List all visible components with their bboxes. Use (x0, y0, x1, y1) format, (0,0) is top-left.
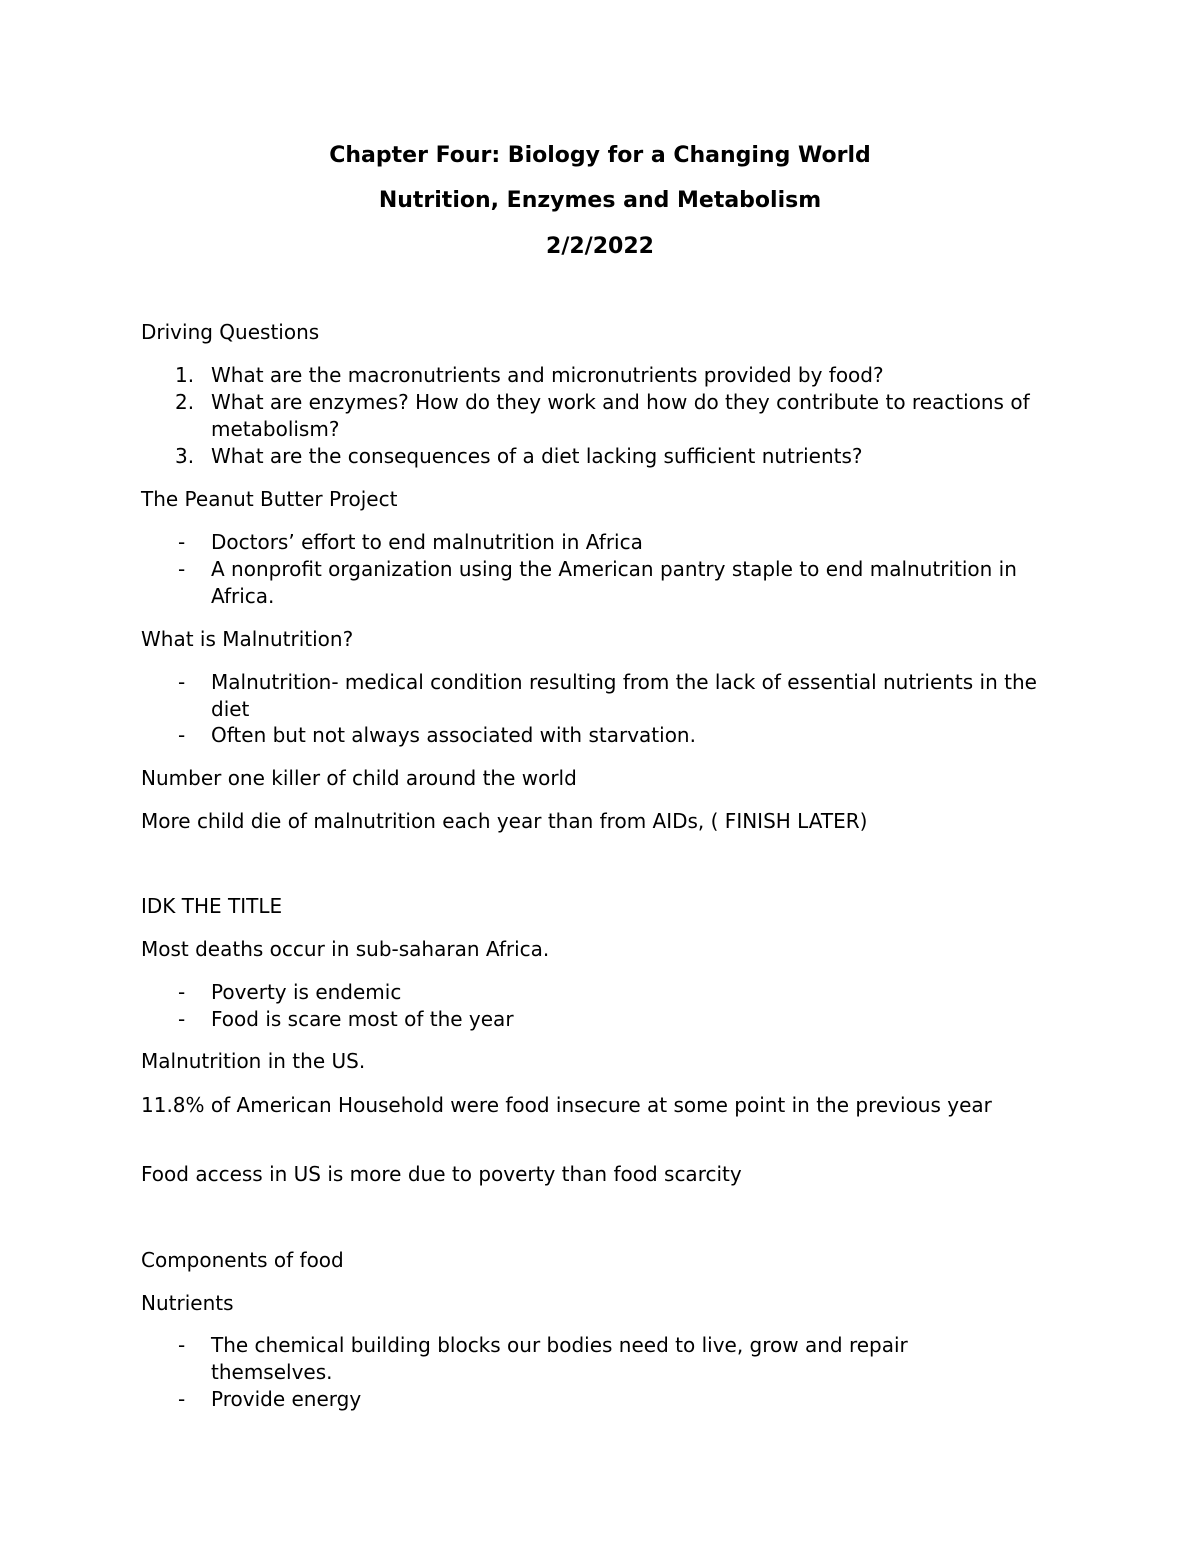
list-number: 1. (175, 363, 195, 387)
bullet-dash: - (178, 1387, 186, 1411)
list-item-text: Food is scare most of the year (211, 1007, 514, 1031)
paragraph: Number one killer of child around the world (141, 766, 577, 790)
section-heading: Malnutrition in the US. (141, 1049, 366, 1073)
paragraph: Most deaths occur in sub-saharan Africa. (141, 937, 550, 961)
list-item-text: What are the macronutrients and micronutrients provided by food? (211, 363, 884, 387)
bullet-dash: - (178, 670, 186, 694)
list-item-text: What are the consequences of a diet lacking sufficient nutrients? (211, 444, 863, 468)
bullet-dash: - (178, 723, 186, 747)
list-item-text: The chemical building blocks our bodies need to live, grow and repair themselves. (211, 1333, 908, 1384)
list-item-text: A nonprofit organization using the American pantry staple to end malnutrition in Africa. (211, 557, 1017, 608)
list-item-text: Malnutrition- medical condition resulting from the lack of essential nutrients in the diet (211, 670, 1037, 721)
paragraph: Food access in US is more due to poverty than food scarcity (141, 1162, 742, 1186)
document-subtitle: Nutrition, Enzymes and Metabolism (378, 188, 822, 213)
bullet-dash: - (178, 1007, 186, 1031)
list-number: 2. (175, 390, 195, 414)
list-item-text: Doctors’ effort to end malnutrition in Africa (211, 530, 643, 554)
subheading: Nutrients (141, 1291, 234, 1315)
list-item-text: Poverty is endemic (211, 980, 402, 1004)
section-heading: Components of food (141, 1248, 344, 1272)
list-item-text: What are enzymes? How do they work and how do they contribute to reactions of metabolism? (211, 390, 1030, 441)
list-item-text: Provide energy (211, 1387, 362, 1411)
paragraph: More child die of malnutrition each year than from AIDs, ( FINISH LATER) (141, 809, 868, 833)
bullet-dash: - (178, 557, 186, 581)
bullet-dash: - (178, 980, 186, 1004)
malnutrition-heading: What is Malnutrition? (141, 627, 354, 651)
section-heading: IDK THE TITLE (141, 894, 283, 918)
list-item-text: Often but not always associated with starvation. (211, 723, 696, 747)
bullet-dash: - (178, 530, 186, 554)
paragraph: 11.8% of American Household were food insecure at some point in the previous year (141, 1093, 992, 1117)
bullet-dash: - (178, 1333, 186, 1357)
peanut-butter-heading: The Peanut Butter Project (141, 487, 398, 511)
list-number: 3. (175, 444, 195, 468)
document-title: Chapter Four: Biology for a Changing World (329, 143, 871, 168)
document-date: 2/2/2022 (546, 234, 654, 259)
driving-questions-heading: Driving Questions (141, 320, 320, 344)
